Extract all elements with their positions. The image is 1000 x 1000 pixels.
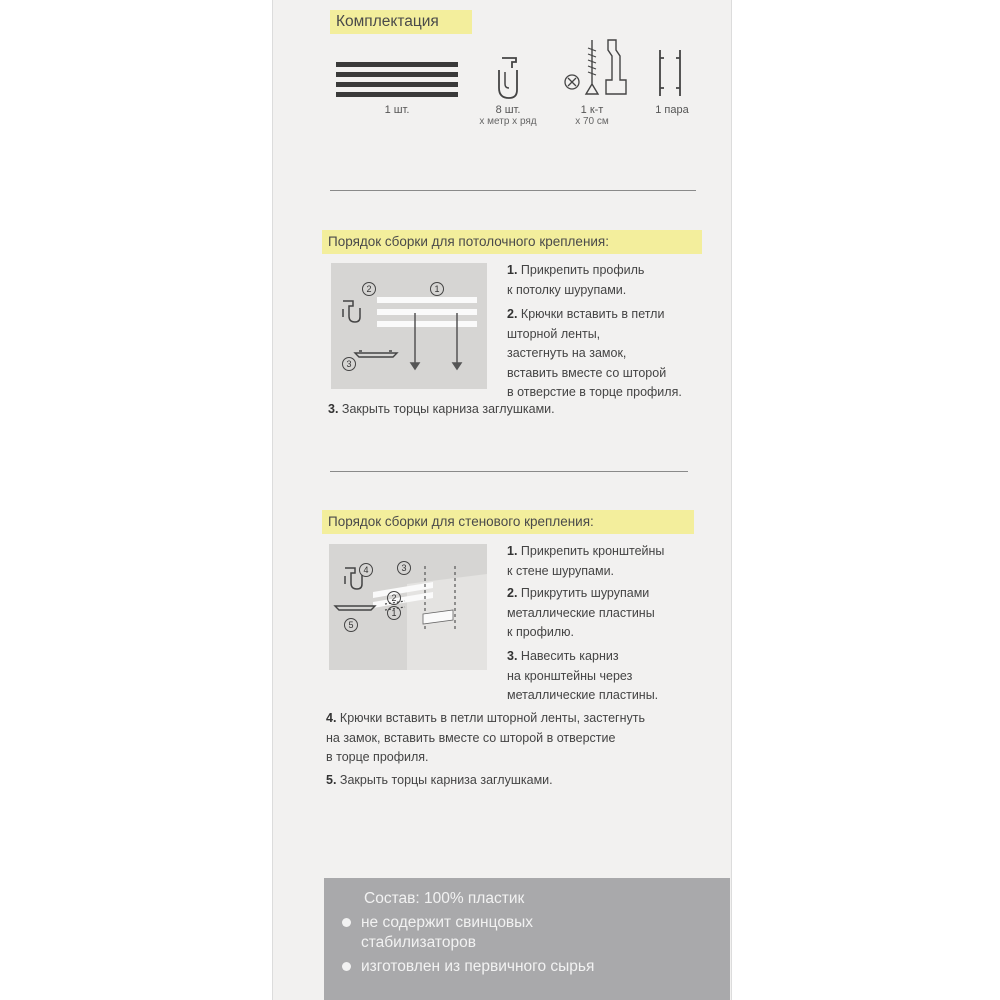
callout-2: 2 xyxy=(387,591,401,605)
end-caps-icon xyxy=(654,48,688,98)
bullet-icon xyxy=(342,918,351,927)
wall-step-4: 4. Крючки вставить в петли шторной ленты, застегнуть на замок, вставить вместе со шторой в отверстие в торце профиля. xyxy=(326,711,645,764)
wall-diagram xyxy=(329,544,487,670)
composition-bullet-cont: стабилизаторов xyxy=(361,934,476,951)
ceiling-diagram xyxy=(331,263,487,389)
kit-item-label: 1 шт. xyxy=(384,104,410,116)
composition-bullet: не содержит свинцовых xyxy=(342,914,533,932)
kit-item-label: 8 шт. x метр x ряд xyxy=(479,104,537,127)
callout-2: 2 xyxy=(362,282,376,296)
divider xyxy=(330,471,688,472)
ceiling-title: Порядок сборки для потолочного крепления: xyxy=(322,230,702,254)
callout-1: 1 xyxy=(387,606,401,620)
ceiling-step-2: 2. Крючки вставить в петли шторной ленты, застегнуть на замок, вставить вместе со шторой в отверстие в торце профиля. xyxy=(507,307,682,399)
callout-3: 3 xyxy=(397,561,411,575)
callout-5: 5 xyxy=(344,618,358,632)
wall-step-3: 3. Навесить карниз на кронштейны через металлические пластины. xyxy=(507,649,659,702)
divider xyxy=(330,190,696,191)
wall-title: Порядок сборки для стенового крепления: xyxy=(322,510,694,534)
wall-step-5: 5. Закрыть торцы карниза заглушками. xyxy=(326,773,553,787)
instruction-card xyxy=(272,0,732,1000)
composition-title: Состав: 100% пластик xyxy=(364,890,525,907)
wall-step-1: 1. Прикрепить кронштейны к стене шурупами. xyxy=(507,544,665,578)
kit-item-label: 1 к-т x 70 см xyxy=(575,104,609,127)
ceiling-step-3: 3. Закрыть торцы карниза заглушками. xyxy=(328,402,555,416)
callout-1: 1 xyxy=(430,282,444,296)
callout-4: 4 xyxy=(359,563,373,577)
kit-item-label: 1 пара xyxy=(655,104,689,116)
callout-3: 3 xyxy=(342,357,356,371)
composition-bullet: изготовлен из первичного сырья xyxy=(342,958,594,976)
kit-title: Комплектация xyxy=(330,10,472,34)
bullet-icon xyxy=(342,962,351,971)
hook-icon xyxy=(494,54,524,102)
profile-rails-icon xyxy=(336,60,458,100)
composition-box xyxy=(324,878,730,1000)
screw-dowel-icon xyxy=(562,36,632,102)
wall-step-2: 2. Прикрутить шурупами металлические пластины к профилю. xyxy=(507,586,655,639)
ceiling-step-1: 1. Прикрепить профиль к потолку шурупами. xyxy=(507,263,645,297)
